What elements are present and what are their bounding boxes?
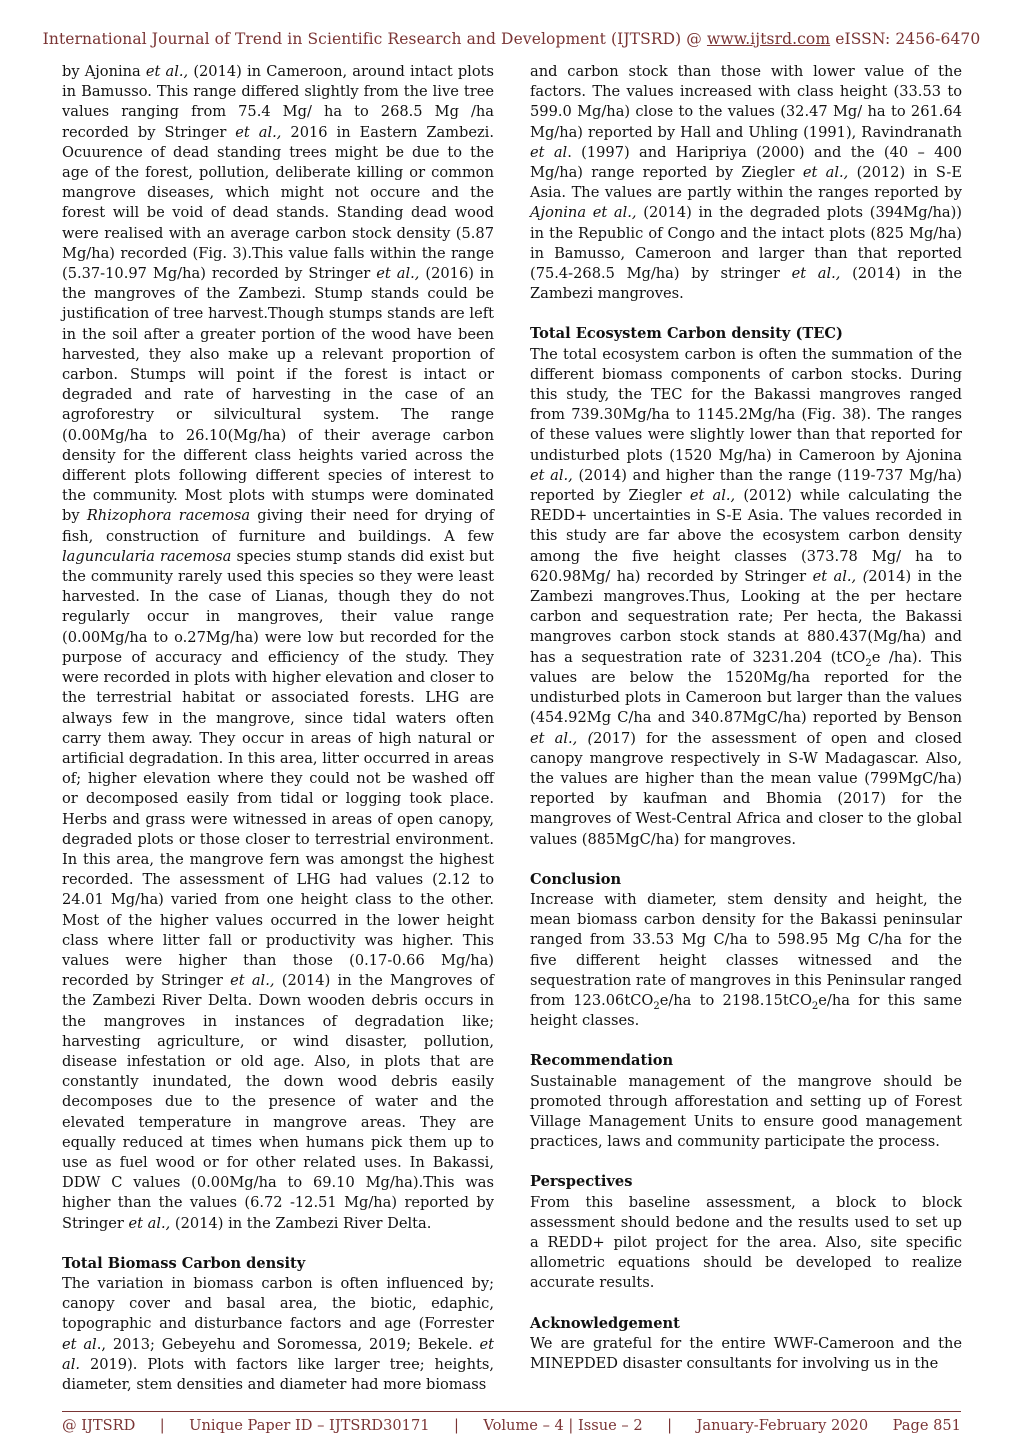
paragraph-recommendation: Sustainable management of the mangrove should be promoted through afforestation and setting up of Forest Village Management Units to ensure good management practices, laws and community participate the process. [530, 1072, 962, 1151]
footer-journal: @ IJTSRD [62, 1417, 136, 1434]
footer-volume-issue: Volume – 4 | Issue – 2 [483, 1417, 643, 1434]
heading-recommendation: Recommendation [530, 1052, 674, 1070]
heading-total-biomass-carbon: Total Biomass Carbon density [62, 1254, 306, 1272]
footer-paper-id: Unique Paper ID – IJTSRD30171 [189, 1417, 430, 1434]
paragraph-biomass-continued: and carbon stock than those with lower value of the factors. The values increased with class height (33.53 to 599.0 Mg/ha) close to the values (32.47 Mg/ ha to 261.64 Mg/ha) reported by Hall and Uhling (1991), Ravindranath et al. (1997) and Haripriya (2000) and the (40 – 400 Mg/ha) range reported by Ziegler et al., (2012) in S-E Asia. The values are partly within the ranges reported by Ajonina et al., (2014) in the degraded plots (394Mg/ha)) in the Republic of Congo and the intact plots (825 Mg/ha) in Bamusso, Cameroon and larger than that reported (75.4-268.5 Mg/ha) by stringer et al., (2014) in the Zambezi mangroves. [530, 63, 962, 303]
running-header [0, 30, 1023, 48]
left-column [62, 62, 494, 1395]
paragraph-acknowledgement: We are grateful for the entire WWF-Cameroon and the MINEPDED disaster consultants for involving us in the [530, 1334, 962, 1372]
footer-page-number: Page 851 [892, 1417, 961, 1434]
running-footer [62, 1417, 961, 1434]
footer-separator: | [667, 1417, 673, 1434]
paragraph-tec: The total ecosystem carbon is often the summation of the different biomass components of carbon stocks. During this study, the TEC for the Bakassi mangroves ranged from 739.30Mg/ha to 1145.2Mg/ha (Fig. 38). The ranges of these values were slightly lower than that reported for undisturbed plots (1520 Mg/ha) in Cameroon by Ajonina et al., (2014) and higher than the range (119-737 Mg/ha) reported by Ziegler et al., (2012) while calculating the REDD+ uncertainties in S-E Asia. The values recorded in this study are far above the ecosystem carbon density among the five height classes (373.78 Mg/ ha to 620.98Mg/ ha) recorded by Stringer et al., (2014) in the Zambezi mangroves.Thus, Looking at the per hectare carbon and sequestration rate; Per hecta, the Bakassi mangroves carbon stock stands at 880.437(Mg/ha) and has a sequestration rate of 3231.204 (tCO$_2$e /ha). This values are below the 1520Mg/ha reported for the undisturbed plots in Cameroon but larger than the values (454.92Mg C/ha and 340.87MgC/ha) reported by Benson et al., (2017) for the assessment of open and closed canopy mangrove respectively in S-W Madagascar. Also, the values are higher than the mean value (799MgC/ha) reported by kaufman and Bhomia (2017) for the mangroves of West-Central Africa and closer to the global values (885MgC/ha) for mangroves. [530, 345, 963, 848]
footer-separator: | [454, 1417, 459, 1434]
footer-separator: | [159, 1417, 165, 1434]
footer-rule [62, 1411, 961, 1412]
paragraph-perspectives: From this baseline assessment, a block to block assessment should bedone and the results used to set up a REDD+ pilot project for the area. Also, site specific allometric equations should be developed to realize accurate results. [530, 1193, 962, 1292]
heading-conclusion: Conclusion [530, 870, 622, 888]
paragraph-conclusion: Increase with diameter, stem density and height, the mean biomass carbon density for the Bakassi peninsular ranged from 33.53 Mg C/ha to 598.95 Mg C/ha for the five different height classes witnessed and the sequestration rate of mangroves in this Peninsular ranged from 123.06tCO$_2$e/ha to 2198.15tCO$_2$e/ha for this same height classes. [530, 890, 962, 1030]
heading-perspectives: Perspectives [530, 1173, 633, 1191]
right-column [530, 62, 962, 1374]
heading-total-ecosystem-carbon: Total Ecosystem Carbon density (TEC) [530, 325, 843, 343]
footer-date: January-February 2020 [696, 1417, 869, 1434]
paragraph-deadwood: by Ajonina et al., (2014) in Cameroon, around intact plots in Bamusso. This range differed slightly from the live tree values ranging from 75.4 Mg/ ha to 268.5 Mg /ha recorded by Stringer et al., 2016 in Eastern Zambezi. Ocuurence of dead standing trees might be due to the age of the forest, pollution, deliberate killing or common mangrove diseases, which might not occure and the forest will be void of dead stands. Standing dead wood were realised with an average carbon stock density (5.87 Mg/ha) recorded (Fig. 3).This value falls within the range (5.37-10.97 Mg/ha) recorded by Stringer et al., (2016) in the mangroves of the Zambezi. Stump stands could be justification of tree harvest.Though stumps stands are left in the soil after a greater portion of the wood have been harvested, they also make up a relevant proportion of carbon. Stumps will point if the forest is intact or degraded and rate of harvesting in the case of an agroforestry or silvicultural system. The range (0.00Mg/ha to 26.10(Mg/ha) of their average carbon density for the different class heights varied across the different plots following different species of interest to the community. Most plots with stumps were dominated by Rhizophora racemosa giving their need for drying of fish, construction of furniture and buildings. A few laguncularia racemosa species stump stands did exist but the community rarely used this species so they were least harvested. In the case of Lianas, though they do not regularly occur in mangroves, their value range (0.00Mg/ha to o.27Mg/ha) were low but recorded for the purpose of accuracy and efficiency of the study. They were recorded in plots with higher elevation and closer to the terrestrial habitat or associated forests. LHG are always few in the mangrove, since tidal waters often carry them away. They occur in areas of high natural or artificial degradation. In this area, litter occurred in areas of; higher elevation where they could not be washed off or decomposed easily from tidal or logging took place. Herbs and grass were witnessed in areas of open canopy, degraded plots or those closer to terrestrial environment. In this area, the mangrove fern was amongst the highest recorded. The assessment of LHG had values (2.12 to 24.01 Mg/ha) varied from one height class to the other. Most of the higher values occurred in the lower height class where litter fall or productivity was higher. This values were higher than those (0.17-0.66 Mg/ha) recorded by Stringer et al., (2014) in the Mangroves of the Zambezi River Delta. Down wooden debris occurs in the mangroves in instances of degradation like; harvesting agriculture, or wind disaster, pollution, disease infestation or old age. Also, in plots that are constantly inundated, the down wood debris easily decomposes due to the presence of water and the elevated temperature in mangrove areas. They are equally reduced at times when humans pick them up to use as fuel wood or for other related uses. In Bakassi, DDW C values (0.00Mg/ha to 69.10 Mg/ha).This was higher than the values (6.72 -12.51 Mg/ha) reported by Stringer et al., (2014) in the Zambezi River Delta. [62, 63, 494, 1232]
paragraph-biomass-variation: The variation in biomass carbon is often influenced by; canopy cover and basal area, the biotic, edaphic, topographic and disturbance factors and age (Forrester et al., 2013; Gebeyehu and Soromessa, 2019; Bekele. et al. 2019). Plots with factors like larger tree; heights, diameter, stem densities and diameter had more biomass [62, 1274, 494, 1393]
issn: eISSN: 2456-6470 [830, 30, 981, 48]
heading-acknowledgement: Acknowledgement [530, 1314, 680, 1332]
journal-link[interactable]: www.ijtsrd.com [706, 30, 831, 48]
journal-title: International Journal of Trend in Scientific Research and Development (IJTSRD) @ [42, 30, 707, 48]
